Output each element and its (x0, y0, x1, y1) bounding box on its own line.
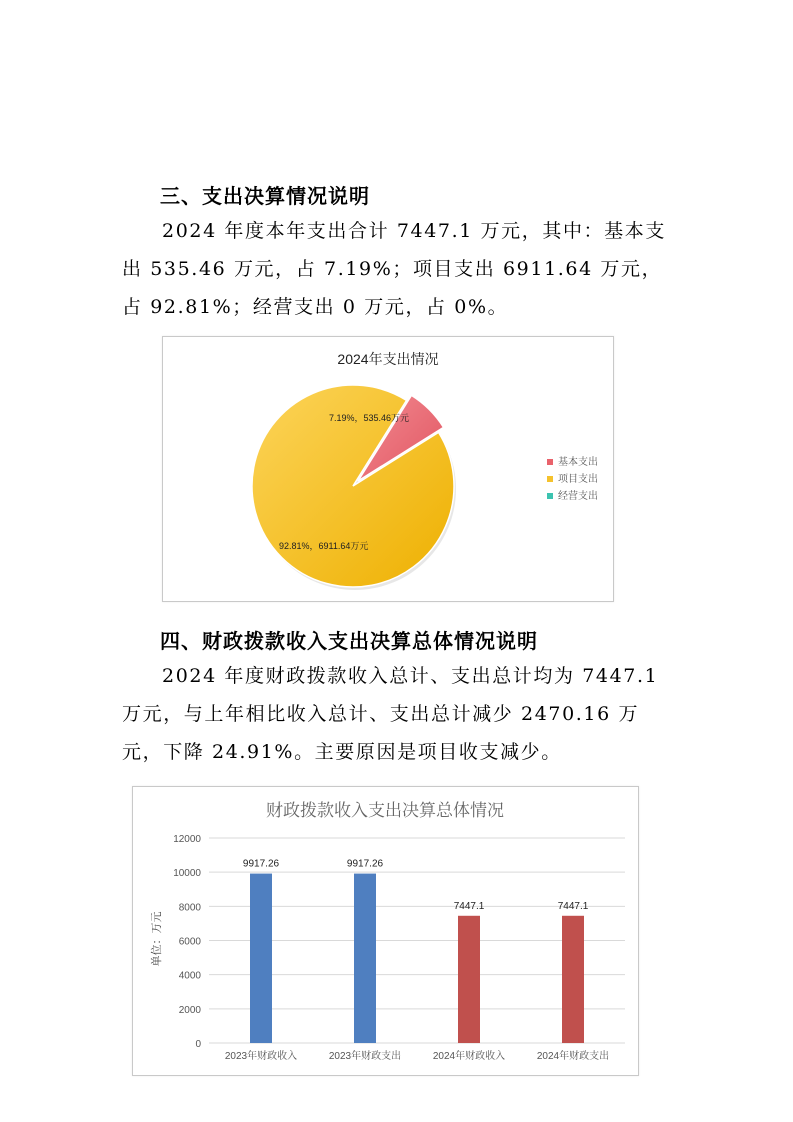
y-tick-label: 10000 (173, 868, 201, 880)
y-tick-label: 0 (195, 1039, 201, 1050)
pie-legend-marker-3 (547, 493, 553, 499)
section-3-heading: 三、支出决算情况说明 (160, 184, 370, 208)
section-3-paragraph: 2024 年度本年支出合计 7447.1 万元，其中：基本支出 535.46 万元，占 7.19%；项目支出 6911.64 万元，占 92.81%；经营支出 0 万元，占 0%。 (122, 220, 666, 318)
bar-3 (458, 916, 480, 1043)
x-tick-label-3: 2024年财政收入 (432, 1051, 506, 1062)
pie-legend-marker-2 (547, 476, 553, 482)
bar-chart (132, 786, 639, 1076)
y-tick-label: 8000 (178, 902, 201, 914)
y-tick-label: 12000 (173, 834, 201, 845)
pie-legend-label-1: 基本支出 (558, 457, 598, 468)
bar-value-label-2: 9917.26 (346, 858, 384, 870)
y-tick-label: 4000 (178, 970, 201, 982)
pie-chart-title: 2024年支出情况 (337, 351, 439, 367)
section-4-paragraph: 2024 年度财政拨款收入总计、支出总计均为 7447.1 万元，与上年相比收入总计、支出总计减少 2470.16 万元，下降 24.91%。主要原因是项目收支减少。 (122, 665, 659, 763)
y-tick-label: 6000 (178, 936, 201, 948)
bar-chart-svg (133, 787, 638, 1075)
pie-label-2: 92.81%，6911.64万元 (279, 541, 369, 551)
bar-4 (562, 916, 584, 1043)
bar-chart-title: 财政拨款收入支出决算总体情况 (266, 801, 504, 821)
pie-label-1: 7.19%，535.46万元 (329, 413, 410, 423)
y-axis-label: 单位：万元 (151, 911, 163, 967)
pie-legend-label-3: 经营支出 (558, 491, 598, 502)
x-tick-label-1: 2023年财政收入 (224, 1051, 298, 1062)
section-4-heading: 四、财政拨款收入支出决算总体情况说明 (160, 629, 538, 653)
pie-chart (162, 336, 614, 602)
bar-value-label-1: 9917.26 (242, 858, 280, 870)
pie-chart-svg (163, 337, 613, 601)
pie-legend-label-2: 项目支出 (558, 474, 598, 485)
bar-value-label-3: 7447.1 (453, 900, 485, 912)
y-tick-label: 2000 (178, 1004, 201, 1016)
x-tick-label-2: 2023年财政支出 (328, 1051, 402, 1062)
bar-value-label-4: 7447.1 (557, 900, 589, 912)
bar-1 (250, 874, 272, 1043)
pie-legend-marker-1 (547, 459, 553, 465)
x-tick-label-4: 2024年财政支出 (536, 1051, 610, 1062)
bar-2 (354, 874, 376, 1043)
